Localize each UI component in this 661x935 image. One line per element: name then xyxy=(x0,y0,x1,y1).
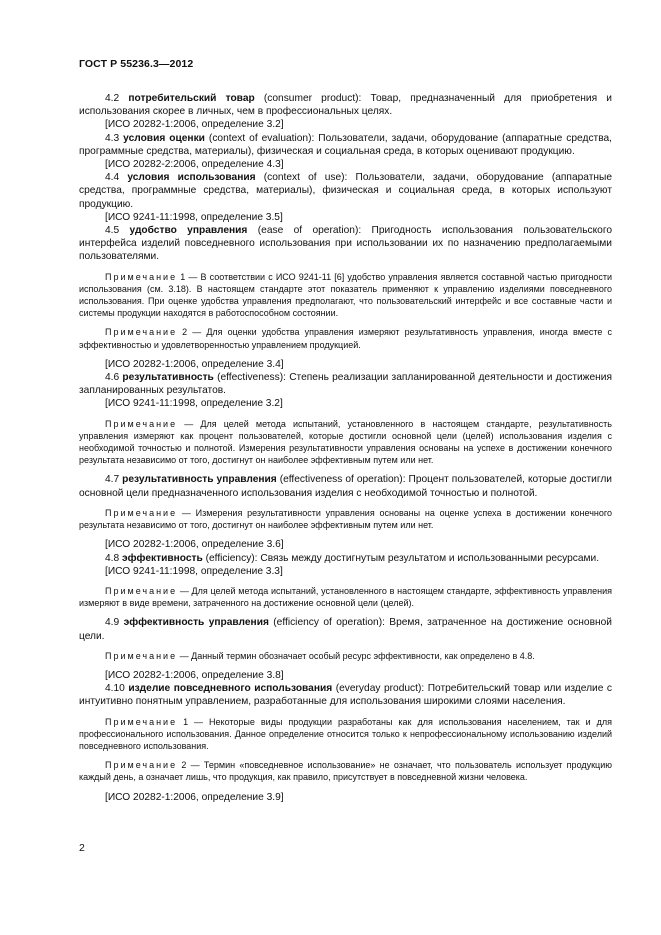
note-label: Примечание xyxy=(105,716,178,727)
source-reference: [ИСО 20282-1:2006, определение 3.4] xyxy=(105,358,284,370)
note xyxy=(79,650,612,662)
note xyxy=(79,585,612,609)
note xyxy=(79,507,612,531)
definition-text: (ease of operation): Пригодность использования пользовательского интерфейса изделий повседневного использования при использовании их по назначению предполагаемыми пользователями. xyxy=(79,225,612,263)
clause-number: 4.6 xyxy=(105,372,120,384)
definition-text: (context of use): Пользователи, задачи, оборудование (аппаратные средства, программные средства, материалы), физическая и социальная среда, в которых используют продукцию. xyxy=(79,172,612,210)
term-definition xyxy=(79,473,612,499)
note xyxy=(79,716,612,753)
note-text: 2 — Для оценки удобства управления измеряют результативность управления, иногда вместе с эффективностью и удовлетворенностью управлением продукцией. xyxy=(79,327,612,350)
definition-text: (everyday product): Потребительский товар или изделие с интуитивно понятным управлением, разработанные для использования широкими слоями населения. xyxy=(79,683,612,708)
term-name: условия использования xyxy=(127,172,256,184)
clause-number: 4.8 xyxy=(105,552,120,564)
note xyxy=(79,326,612,350)
definition-text: (effectiveness of operation): Процент пользователей, которые достигли основной цели предназначенного использования изделия с необходимой точностью и полнотой. xyxy=(79,474,612,499)
term-name: изделие повседневного использования xyxy=(128,683,333,695)
note xyxy=(79,271,612,320)
clause-number: 4.9 xyxy=(105,617,120,629)
term-name: условия оценки xyxy=(123,132,205,144)
note-label: Примечание xyxy=(105,650,178,661)
note xyxy=(79,418,612,467)
definition-text: (effectiveness): Степень реализации запланированной деятельности и достижения запланированных результатов. xyxy=(79,372,612,397)
definition-text: (efficiency of operation): Время, затраченное на достижение основной цели. xyxy=(79,617,612,642)
note-label: Примечание xyxy=(105,507,178,518)
note-label: Примечание xyxy=(105,418,178,429)
note-label: Примечание xyxy=(105,585,178,596)
clause-number: 4.10 xyxy=(105,683,125,695)
page-number: 2 xyxy=(79,842,85,854)
note-text: — Данный термин обозначает особый ресурс эффективности, как определено в 4.8. xyxy=(177,650,535,661)
term-name: результативность управления xyxy=(122,474,277,486)
source-reference: [ИСО 20282-1:2006, определение 3.8] xyxy=(105,669,284,681)
clause-number: 4.5 xyxy=(105,225,120,237)
note-label: Примечание xyxy=(105,327,178,338)
note-text: — Для целей метода испытаний, установленного в настоящем стандарте, эффективность управления измеряют в виде времени, затраченного на достижение основной цели (целей). xyxy=(79,585,612,609)
note-text: — Измерения результативности управления основаны на оценке успеха в достижении конечного результата независимо от того, достигнут он наиболее эффективным путем или нет. xyxy=(79,507,612,531)
term-definition xyxy=(79,92,612,118)
term-name: потребительский товар xyxy=(128,93,255,104)
note-label: Примечание xyxy=(105,271,178,282)
source-reference: [ИСО 20282-1:2006, определение 3.6] xyxy=(105,539,284,551)
term-definition xyxy=(79,171,612,211)
note xyxy=(79,759,612,783)
note-text: 1 — Некоторые виды продукции разработаны как для использования населением, так и для профессионального использования. Данное определение относится только к непрофессиональному использованию изделий повседневного использования. xyxy=(79,716,612,751)
term-definition xyxy=(79,132,612,158)
term-definition xyxy=(79,682,612,708)
clause-number: 4.2 xyxy=(105,93,120,104)
clause-number: 4.4 xyxy=(105,172,120,184)
document-header: ГОСТ Р 55236.3—2012 xyxy=(79,58,194,70)
clause-number: 4.7 xyxy=(105,474,120,486)
source-reference: [ИСО 20282-2:2006, определение 4.3] xyxy=(105,159,284,171)
term-definition xyxy=(79,616,612,642)
definition-text: (efficiency): Связь между достигнутым результатом и использованными ресурсами. xyxy=(202,552,600,564)
source-reference: [ИСО 9241-11:1998, определение 3.5] xyxy=(105,211,283,223)
term-name: эффективность xyxy=(122,552,203,564)
term-name: удобство управления xyxy=(129,225,248,237)
note-label: Примечание xyxy=(105,760,178,771)
source-reference: [ИСО 9241-11:1998, определение 3.3] xyxy=(105,565,283,577)
note-text: — Для целей метода испытаний, установленного в настоящем стандарте, результативность управления измеряют как процент пользователей, которые достигли основной цели (целей) использования изделия с необходимой точностью и полнотой. Измерения результативности управления основаны на успехе в достижении конечного результата независимо от того, достигнут он наиболее эффективным путем или нет. xyxy=(79,418,612,466)
note-text: 2 — Термин «повседневное использование» не означает, что пользователь использует продукцию каждый день, а означает лишь, что продукция, как правило, присутствует в повседневной жизни человека. xyxy=(79,760,612,783)
term-name: эффективность управления xyxy=(123,617,269,629)
document-body xyxy=(79,92,612,804)
note-text: 1 — В соответствии с ИСО 9241-11 [6] удобство управления является составной частью пригодности использования (см. 3.18). В настоящем стандарте этот показатель применяют к управлению изделиями повседневного использования. При оценке удобства управления предполагают, что пользовательский интерфейс и все составные части и системы продукции находятся в работоспособном состоянии. xyxy=(79,271,612,319)
term-definition xyxy=(79,552,612,565)
source-reference: [ИСО 20282-1:2006, определение 3.9] xyxy=(105,791,284,803)
definition-text: (consumer product): Товар, предназначенный для приобретения и использования скорее в личных, чем в профессиональных целях. xyxy=(79,93,612,118)
clause-number: 4.3 xyxy=(105,132,120,144)
definition-text: (context of evaluation): Пользователи, задачи, оборудование (аппаратные средства, программные средства, материалы), физическая и социальная среда, в которых оценивают продукцию. xyxy=(79,132,612,157)
term-name: результативность xyxy=(122,372,214,384)
source-reference: [ИСО 20282-1:2006, определение 3.2] xyxy=(105,119,284,131)
term-definition xyxy=(79,371,612,397)
term-definition xyxy=(79,224,612,264)
source-reference: [ИСО 9241-11:1998, определение 3.2] xyxy=(105,398,283,410)
